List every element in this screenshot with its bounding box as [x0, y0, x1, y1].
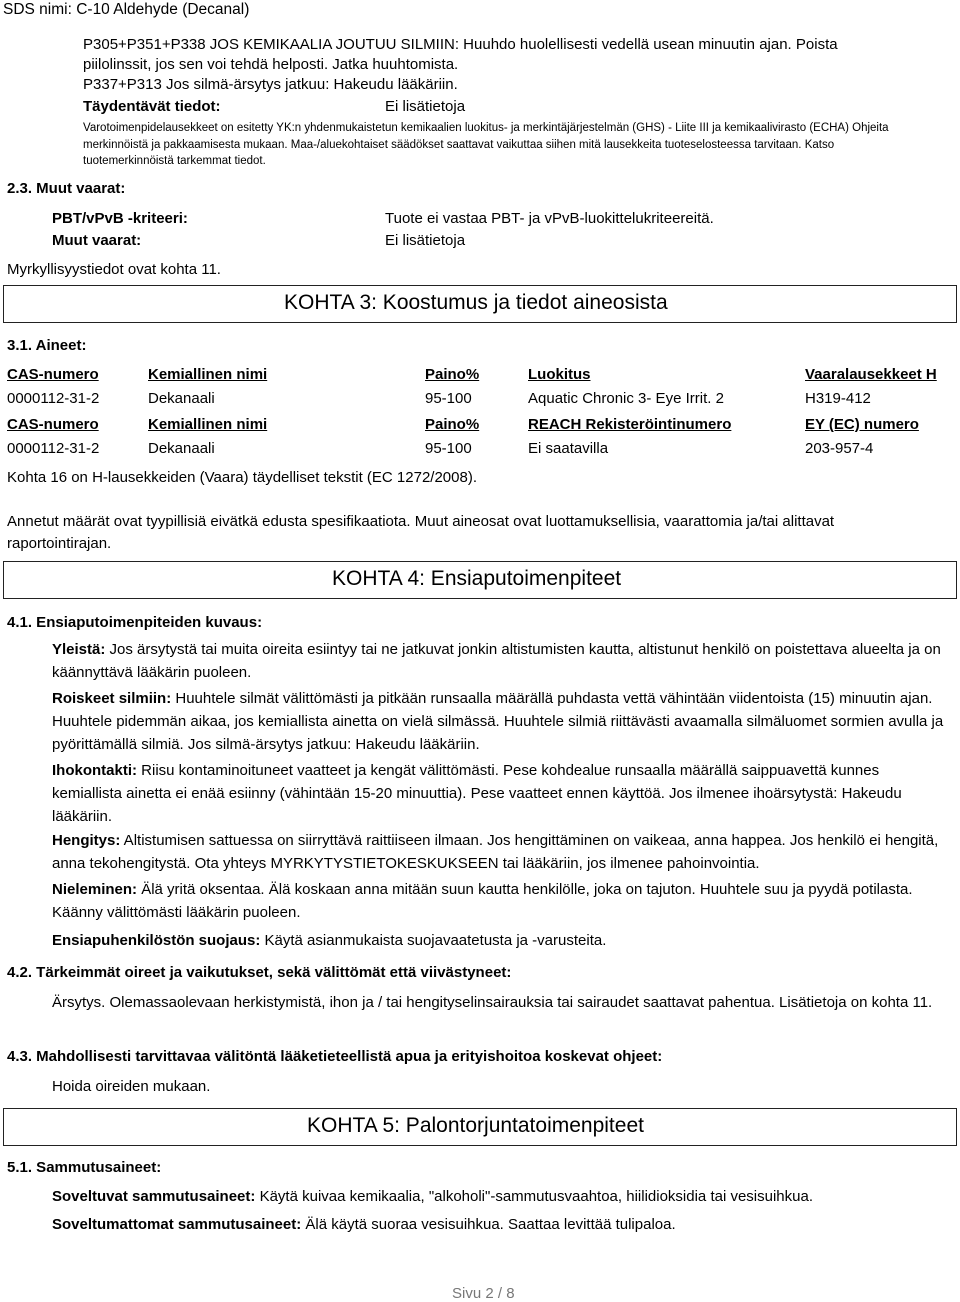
- section-4-2-heading: 4.2. Tärkeimmät oireet ja vaikutukset, sekä välittömät että viivästyneet:: [7, 964, 512, 981]
- other-hazards-value: Ei lisätietoja: [385, 232, 466, 249]
- disclaimer-line-1: Annetut määrät ovat tyypillisiä eivätkä edusta spesifikaatiota. Muut aineosat ovat luottamuksellisia, vaarattomia ja/tai alittavat: [7, 513, 835, 530]
- table1-header-weight: Paino%: [425, 366, 480, 383]
- precaution-line-2: piilolinssit, jos sen voi tehdä helposti. Jatka huuhtomista.: [83, 56, 459, 73]
- table2-cell-weight: 95-100: [425, 440, 472, 457]
- skin-label: Ihokontakti:: [52, 762, 137, 779]
- supplement-value: Ei lisätietoja: [385, 98, 466, 115]
- disclaimer-line-2: raportointirajan.: [7, 535, 112, 552]
- table2-header-weight: Paino%: [425, 416, 480, 433]
- first-aid-skin: [52, 759, 952, 828]
- pbt-label: PBT/vPvB -kriteeri:: [52, 210, 188, 227]
- section-5-box: [3, 1108, 957, 1146]
- table2-header-reach: REACH Rekisteröintinumero: [528, 416, 732, 433]
- table1-header-name: Kemiallinen nimi: [148, 366, 268, 383]
- eyes-label: Roiskeet silmiin:: [52, 690, 172, 707]
- table2-header-cas: CAS-numero: [7, 416, 99, 433]
- first-aid-protection: [52, 929, 952, 952]
- section-2-3-heading: 2.3. Muut vaarat:: [7, 180, 126, 197]
- section-3-box: [3, 285, 957, 323]
- section-4-2-text: Ärsytys. Olemassaolevaan herkistymistä, ihon ja / tai hengityselinsairauksia tai sairaudet saattavat pahentua. Lisätietoja on kohta 11.: [52, 994, 933, 1011]
- pbt-value: Tuote ei vastaa PBT- ja vPvB-luokittelukriteereitä.: [385, 210, 714, 227]
- supplement-label: Täydentävät tiedot:: [83, 98, 221, 115]
- protection-label: Ensiapuhenkilöstön suojaus:: [52, 932, 261, 949]
- sds-name-header: SDS nimi: C-10 Aldehyde (Decanal): [3, 1, 250, 18]
- precaution-note-2: merkinnöistä ja pakkaamisesta mukaan. Maa-/aluekohtaiset säädökset saattavat vaikuttaa siihen mitä lausekkeita tuoteselosteessa tarvitaan. Katso: [83, 139, 835, 151]
- table1-cell-cas: 0000112-31-2: [7, 390, 100, 407]
- protection-text: Käytä asianmukaista suojavaatetusta ja -varusteita.: [260, 932, 607, 949]
- table2-header-name: Kemiallinen nimi: [148, 416, 268, 433]
- ingestion-label: Nieleminen:: [52, 881, 138, 898]
- ingestion-text: Älä yritä oksentaa. Älä koskaan anna mitään suun kautta henkilölle, joka on tajuton. Huuhtele suu ja pyydä potilasta. Käänny välittömästi lääkärin puoleen.: [52, 881, 913, 921]
- table1-cell-name: Dekanaali: [148, 390, 215, 407]
- unsuitable-label: Soveltumattomat sammutusaineet:: [52, 1216, 302, 1233]
- table1-cell-weight: 95-100: [425, 390, 472, 407]
- first-aid-ingestion: [52, 878, 952, 924]
- table1-header-hazard: Vaaralausekkeet H: [805, 366, 937, 383]
- precaution-line-3: P337+P313 Jos silmä-ärsytys jatkuu: Hakeudu lääkäriin.: [83, 76, 458, 93]
- section-4-3-text: Hoida oireiden mukaan.: [52, 1078, 211, 1095]
- first-aid-inhalation: [52, 829, 952, 875]
- section-4-box: [3, 561, 957, 599]
- first-aid-general: [52, 638, 952, 684]
- precaution-note-1: Varotoimenpidelausekkeet on esitetty YK:n yhdenmukaistetun kemikaalien luokitus- ja merkintäjärjestelmän (GHS) - Liite III ja kemikaalivirasto (ECHA) Ohjeita: [83, 122, 889, 134]
- table1-cell-hazard: H319-412: [805, 390, 871, 407]
- inhalation-label: Hengitys:: [52, 832, 121, 849]
- section-4-1-heading: 4.1. Ensiaputoimenpiteiden kuvaus:: [7, 614, 263, 631]
- suitable-media: [52, 1185, 952, 1208]
- section-4-3-heading: 4.3. Mahdollisesti tarvittavaa välitöntä lääketieteellistä apua ja erityishoitoa koskevat ohjeet:: [7, 1048, 663, 1065]
- table2-cell-cas: 0000112-31-2: [7, 440, 100, 457]
- precaution-note-3: tuotemerkinnöistä tarkemmat tiedot.: [83, 155, 266, 167]
- unsuitable-media: [52, 1213, 952, 1236]
- table1-header-classification: Luokitus: [528, 366, 591, 383]
- eyes-text: Huuhtele silmät välittömästi ja pitkään runsaalla määrällä puhdasta vettä vähintään viidentoista (15) minuutin ajan. Huuhtele pidemmän aikaa, jos kemiallista ainetta on vielä silmässä. Huuhtele silmiä riittävästi avaamalla silmäluomet sormien avulla ja pyörittämällä silmiä. Jos silmä-ärsytys jatkuu: Hakeudu lääkäriin.: [52, 690, 944, 753]
- page-number: Sivu 2 / 8: [452, 1285, 515, 1302]
- table2-cell-reach: Ei saatavilla: [528, 440, 609, 457]
- table2-header-ec: EY (EC) numero: [805, 416, 919, 433]
- section-5-1-heading: 5.1. Sammutusaineet:: [7, 1159, 162, 1176]
- section-3-title: KOHTA 3: Koostumus ja tiedot aineosista: [284, 291, 668, 314]
- inhalation-text: Altistumisen sattuessa on siirryttävä raittiiseen ilmaan. Jos hengittäminen on vaikeaa, anna happea. Jos henkilö ei hengitä, anna tekohengitystä. Ota yhteys MYRKYTYSTIETOKESKUKSEEN tai lääkäriin, jos ilmenee pahoinvointia.: [52, 832, 939, 872]
- toxicity-note: Myrkyllisyystiedot ovat kohta 11.: [7, 261, 221, 278]
- table1-header-cas: CAS-numero: [7, 366, 99, 383]
- suitable-label: Soveltuvat sammutusaineet:: [52, 1188, 256, 1205]
- first-aid-eyes: [52, 687, 952, 756]
- section-3-1-heading: 3.1. Aineet:: [7, 337, 87, 354]
- unsuitable-text: Älä käytä suoraa vesisuihkua. Saattaa levittää tulipaloa.: [301, 1216, 676, 1233]
- section-5-title: KOHTA 5: Palontorjuntatoimenpiteet: [307, 1114, 644, 1137]
- suitable-text: Käytä kuivaa kemikaalia, "alkoholi"-sammutusvaahtoa, hiilidioksidia tai vesisuihkua.: [255, 1188, 813, 1205]
- other-hazards-label: Muut vaarat:: [52, 232, 142, 249]
- precaution-line-1: P305+P351+P338 JOS KEMIKAALIA JOUTUU SILMIIN: Huuhdo huolellisesti vedellä usean minuutin ajan. Poista: [83, 36, 838, 53]
- skin-text: Riisu kontaminoituneet vaatteet ja kengät välittömästi. Pese kohdealue runsaalla määrällä saippuavettä kunnes kemiallista ainetta ei enää esiinny (vähintään 15-20 minuuttia). Pese vaatteet ennen käyttöä. Jos ilmenee ihoärsytystä: Hakeudu lääkäriin.: [52, 762, 902, 825]
- table2-cell-name: Dekanaali: [148, 440, 215, 457]
- h-statement-note: Kohta 16 on H-lausekkeiden (Vaara) täydelliset tekstit (EC 1272/2008).: [7, 469, 477, 486]
- table1-cell-classification: Aquatic Chronic 3- Eye Irrit. 2: [528, 390, 724, 407]
- general-text: Jos ärsytystä tai muita oireita esiintyy tai ne jatkuvat jonkin altistumisten kautta, altistunut henkilö on poistettava alueelta ja on käännyttävä lääkärin puoleen.: [52, 641, 941, 681]
- table2-cell-ec: 203-957-4: [805, 440, 874, 457]
- general-label: Yleistä:: [52, 641, 106, 658]
- section-4-title: KOHTA 4: Ensiaputoimenpiteet: [332, 567, 622, 590]
